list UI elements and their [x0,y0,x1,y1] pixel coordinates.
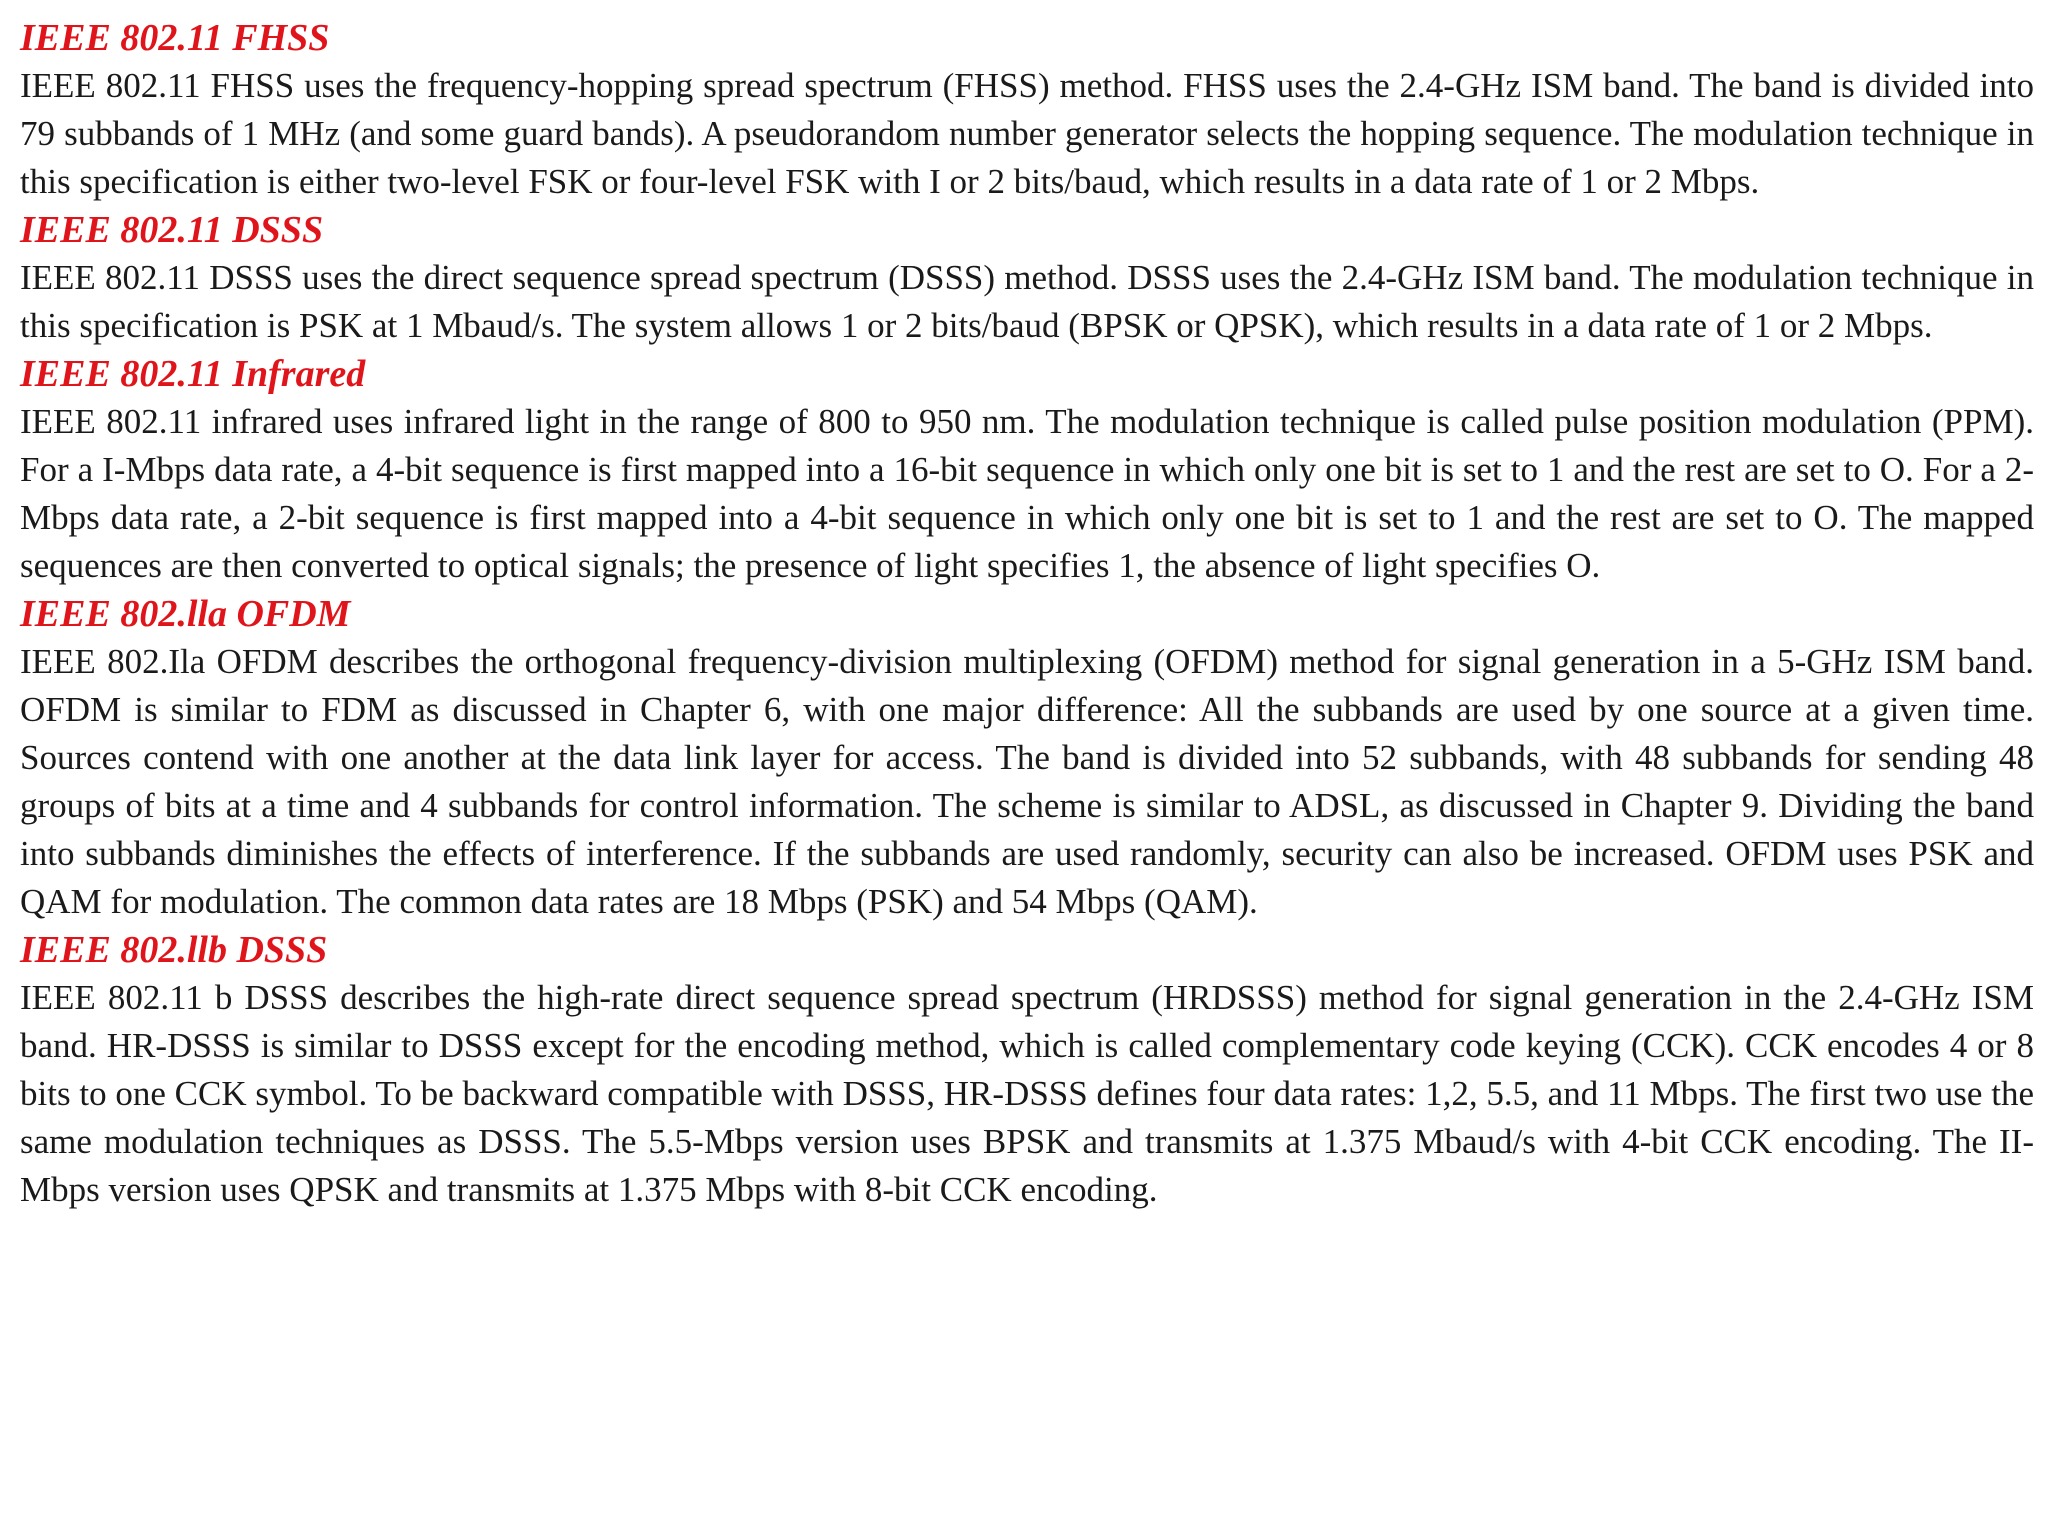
section-paragraph: IEEE 802.Ila OFDM describes the orthogonal frequency-division multiplexing (OFDM) method for signal generation in a 5-GHz ISM band. OFDM is similar to FDM as discussed in Chapter 6, with one major difference: All the subbands are used by one source at a given time. Sources contend with one another at the data link layer for access. The band is divided into 52 subbands, with 48 subbands for sending 48 groups of bits at a time and 4 subbands for control information. The scheme is similar to ADSL, as discussed in Chapter 9. Dividing the band into subbands diminishes the effects of interference. If the subbands are used randomly, security can also be increased. OFDM uses PSK and QAM for modulation. The common data rates are 18 Mbps (PSK) and 54 Mbps (QAM). [20,642,2034,921]
section-heading: IEEE 802.llb DSSS [20,929,328,971]
section-heading: IEEE 802.lla OFDM [20,593,351,635]
section-paragraph: IEEE 802.11 DSSS uses the direct sequence spread spectrum (DSSS) method. DSSS uses the 2.4-GHz ISM band. The modulation technique in this specification is PSK at 1 Mbaud/s. The system allows 1 or 2 bits/baud (BPSK or QPSK), which results in a data rate of 1 or 2 Mbps. [20,258,2034,345]
section-ofdm [20,590,2034,926]
section-paragraph: IEEE 802.11 infrared uses infrared light in the range of 800 to 950 nm. The modulation technique is called pulse position modulation (PPM). For a I-Mbps data rate, a 4-bit sequence is first mapped into a 16-bit sequence in which only one bit is set to 1 and the rest are set to O. For a 2-Mbps data rate, a 2-bit sequence is first mapped into a 4-bit sequence in which only one bit is set to 1 and the rest are set to O. The mapped sequences are then converted to optical signals; the presence of light specifies 1, the absence of light specifies O. [20,402,2034,585]
section-paragraph: IEEE 802.11 FHSS uses the frequency-hopping spread spectrum (FHSS) method. FHSS uses the 2.4-GHz ISM band. The band is divided into 79 subbands of 1 MHz (and some guard bands). A pseudorandom number generator selects the hopping sequence. The modulation technique in this specification is either two-level FSK or four-level FSK with I or 2 bits/baud, which results in a data rate of 1 or 2 Mbps. [20,66,2034,201]
section-infrared [20,350,2034,590]
section-fhss [20,14,2034,206]
section-paragraph: IEEE 802.11 b DSSS describes the high-rate direct sequence spread spectrum (HRDSSS) method for signal generation in the 2.4-GHz ISM band. HR-DSSS is similar to DSSS except for the encoding method, which is called complementary code keying (CCK). CCK encodes 4 or 8 bits to one CCK symbol. To be backward compatible with DSSS, HR-DSSS defines four data rates: 1,2, 5.5, and 11 Mbps. The first two use the same modulation techniques as DSSS. The 5.5-Mbps version uses BPSK and transmits at 1.375 Mbaud/s with 4-bit CCK encoding. The II-Mbps version uses QPSK and transmits at 1.375 Mbps with 8-bit CCK encoding. [20,978,2034,1209]
section-hr-dsss [20,926,2034,1214]
section-dsss [20,206,2034,350]
section-heading: IEEE 802.11 Infrared [20,353,366,395]
section-heading: IEEE 802.11 DSSS [20,209,324,251]
document-page [20,14,2034,1214]
section-heading: IEEE 802.11 FHSS [20,17,330,59]
